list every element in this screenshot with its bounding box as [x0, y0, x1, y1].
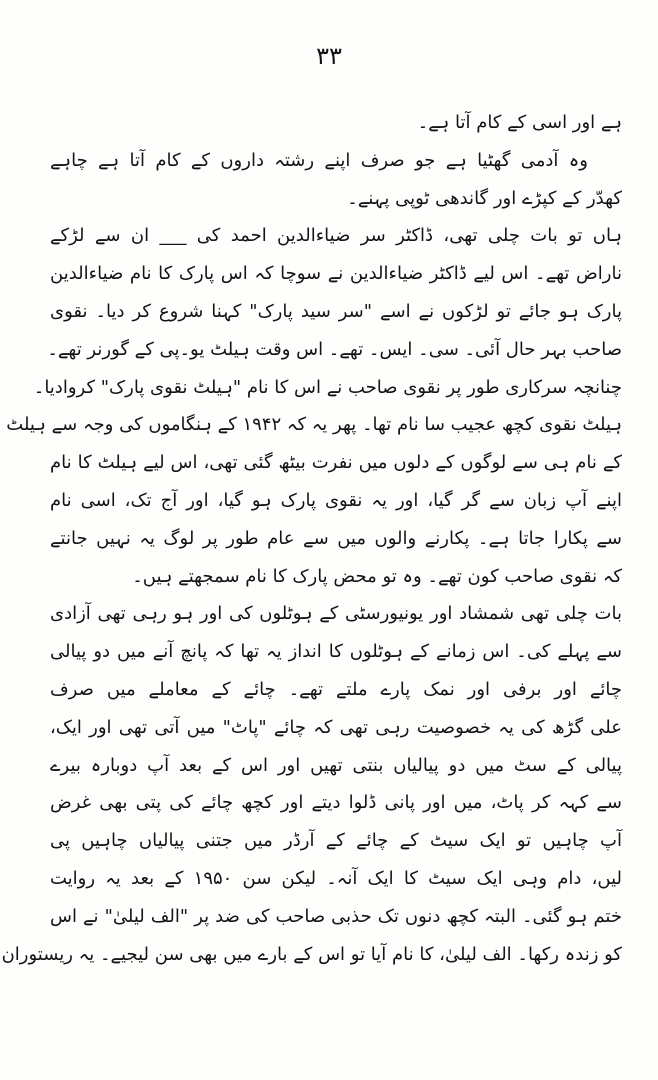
- text-line: ختم ہو گئی۔ البتہ کچھ دنوں تک حذبی صاحب کی ضد پر "الف لیلیٰ" نے اس: [50, 905, 622, 927]
- text-line: پارک ہو جائے تو لڑکوں نے اسے "سر سید پارک" کہنا شروع کر دیا۔ نقوی: [50, 300, 622, 322]
- text-line: کو زندہ رکھا۔ الف لیلیٰ، کا نام آیا تو اس کے بارے میں بھی سن لیجیے۔ یہ ریستوران: [1, 943, 622, 965]
- text-line: پیالی کے سٹ میں دو پیالیاں بنتی تھیں اور اس کے بعد آپ دوبارہ بیرے: [50, 754, 622, 776]
- text-line: اپنے آپ زبان سے گر گیا، اور یہ نقوی پارک ہو گیا، اور آج تک، اسی نام: [50, 489, 622, 511]
- text-line: علی گڑھ کی یہ خصوصیت رہی تھی کہ چائے "پاٹ" میں آتی تھی اور ایک،: [50, 716, 622, 738]
- text-line: سے پکارا جاتا ہے۔ پکارنے والوں میں سے عام طور پر لوگ یہ نہیں جانتے: [50, 527, 622, 549]
- text-line: ناراض تھے۔ اس لیے ڈاکٹر ضیاءالدین نے سوچا کہ اس پارک کا نام ضیاءالدین: [50, 263, 622, 285]
- text-line: کھدّر کے کپڑے اور گاندھی ٹوپی پہنے۔: [347, 187, 622, 209]
- body-text: [1, 104, 622, 973]
- text-line: وہ آدمی گھٹیا ہے جو صرف اپنے رشتہ داروں کے کام آتا ہے چاہے: [50, 149, 588, 171]
- text-line: لیں، دام وہی ایک سیٹ کا ایک آنہ۔ لیکن سن ۱۹۵۰ کے بعد یہ روایت: [50, 867, 622, 889]
- text-line: بات چلی تھی شمشاد اور یونیورسٹی کے ہوٹلوں کی اور ہو رہی تھی آزادی: [50, 603, 622, 625]
- text-line: چائے اور برفی اور نمک پارے ملتے تھے۔ چائے کے معاملے میں صرف: [50, 678, 622, 700]
- text-line: کے نام ہی سے لوگوں کے دلوں میں نفرت بیٹھ گئی تھی، اس لیے ہیلٹ کا نام: [50, 452, 622, 474]
- text-line: صاحب بہر حال آئی۔ سی۔ ایس۔ تھے۔ اس وقت ہیلٹ یو۔پی کے گورنر تھے۔: [47, 338, 622, 360]
- text-line: چنانچہ سرکاری طور پر نقوی صاحب نے اس کا نام "ہیلٹ نقوی پارک" کروادیا۔: [33, 376, 622, 398]
- text-line: سے پہلے کی۔ اس زمانے کے ہوٹلوں کا انداز یہ تھا کہ پانچ آنے میں دو پیالی: [50, 641, 622, 663]
- page-number: ۳۳: [316, 42, 342, 70]
- text-line: ہے اور اسی کے کام آتا ہے۔: [417, 112, 622, 133]
- text-line: سے کہہ کر پاٹ، میں اور پانی ڈلوا دیتے اور کچھ چائے کی پتی بھی غرض: [50, 792, 622, 814]
- text-line: کہ نقوی صاحب کون تھے۔ وہ تو محض پارک کا نام سمجھتے ہیں۔: [132, 565, 622, 587]
- text-line: ہیلٹ نقوی کچھ عجیب سا نام تھا۔ پھر یہ کہ ۱۹۴۲ کے ہنگاموں کی وجہ سے ہیلٹ: [6, 414, 622, 436]
- text-line: ہاں تو بات چلی تھی، ڈاکٹر سر ضیاءالدین احمد کی ___ ان سے لڑکے: [50, 225, 622, 247]
- text-line: آپ چاہیں تو ایک سیٹ کے چائے کے آرڈر میں جتنی پیالیاں چاہیں پی: [50, 830, 622, 852]
